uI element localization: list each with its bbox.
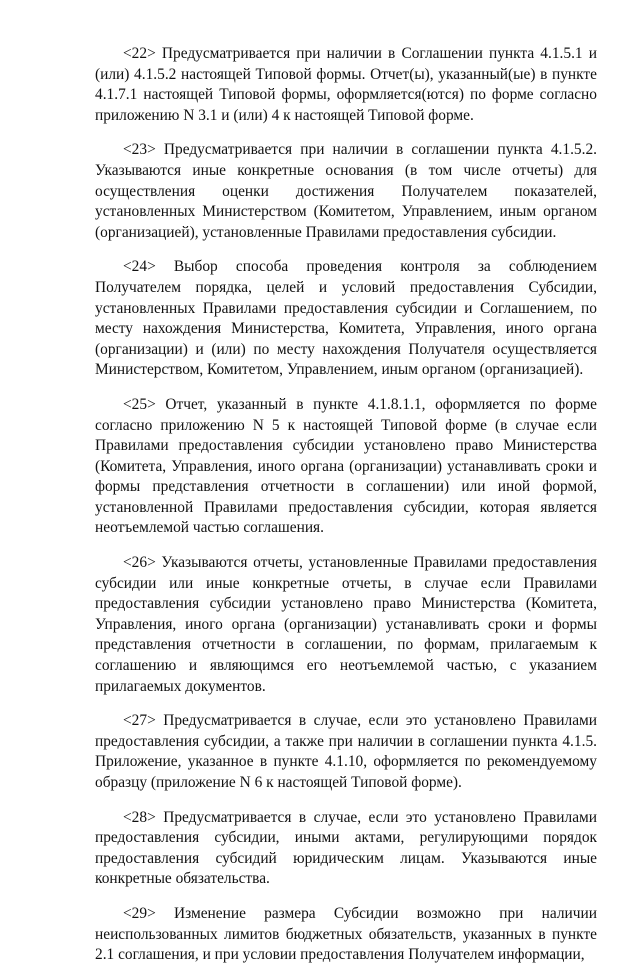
- footnote-23: <23> Предусматривается при наличии в соглашении пункта 4.1.5.2. Указываются иные конкретные основания (в том числе отчеты) для осуществления оценки достижения Получателем показателей, установленных Министерством (Комитетом, Управлением, иным органом (организацией), установленные Правилами предоставления субсидии.: [95, 141, 597, 241]
- footnote-24: <24> Выбор способа проведения контроля за соблюдением Получателем порядка, целей и условий предоставления Субсидии, установленных Правилами предоставления субсидии и Соглашением, по месту нахождения Министерства, Комитета, Управления, иного органа (организации) и (или) по месту нахождения Получателя осуществляется Министерством, Комитетом, Управлением, иным органом (организацией).: [95, 258, 597, 379]
- footnote-28: <28> Предусматривается в случае, если это установлено Правилами предоставления субсидии, иными актами, регулирующими порядок предоставления субсидий юридическим лицам. Указываются иные конкретные обязательства.: [95, 808, 597, 888]
- footnote-27: <27> Предусматривается в случае, если это установлено Правилами предоставления субсидии, а также при наличии в соглашении пункта 4.1.5. Приложение, указанное в пункте 4.1.10, оформляется по рекомендуемому образцу (приложение N 6 к настоящей Типовой форме).: [95, 712, 597, 791]
- footnote-25: <25> Отчет, указанный в пункте 4.1.8.1.1, оформляется по форме согласно приложению N 5 к настоящей Типовой форме (в случае если Правилами предоставления субсидии установлено право Министерства (Комитета, Управления, иного органа (организации) устанавливать сроки и формы представления отчетности в соглашении) или иной формой, установленной Правилами предоставления субсидии, которая является неотъемлемой частью соглашения.: [95, 395, 597, 537]
- document-page: [95, 44, 597, 980]
- footnote-22: <22> Предусматривается при наличии в Соглашении пункта 4.1.5.1 и (или) 4.1.5.2 настоящей Типовой формы. Отчет(ы), указанный(ые) в пункте 4.1.7.1 настоящей Типовой формы, оформляется(ются) по форме согласно приложению N 3.1 и (или) 4 к настоящей Типовой форме.: [95, 45, 597, 124]
- footnote-29: <29> Изменение размера Субсидии возможно при наличии неиспользованных лимитов бюджетных обязательств, указанных в пункте 2.1 соглашения, и при условии предоставления Получателем информации,: [95, 904, 597, 964]
- footnote-26: <26> Указываются отчеты, установленные Правилами предоставления субсидии или иные конкретные отчеты, в случае если Правилами предоставления субсидии установлено право Министерства (Комитета, Управления, иного органа (организации) устанавливать сроки и формы представления отчетности в соглашении, по формам, прилагаемым к соглашению и являющимся его неотъемлемой частью, с указанием прилагаемых документов.: [95, 554, 597, 695]
